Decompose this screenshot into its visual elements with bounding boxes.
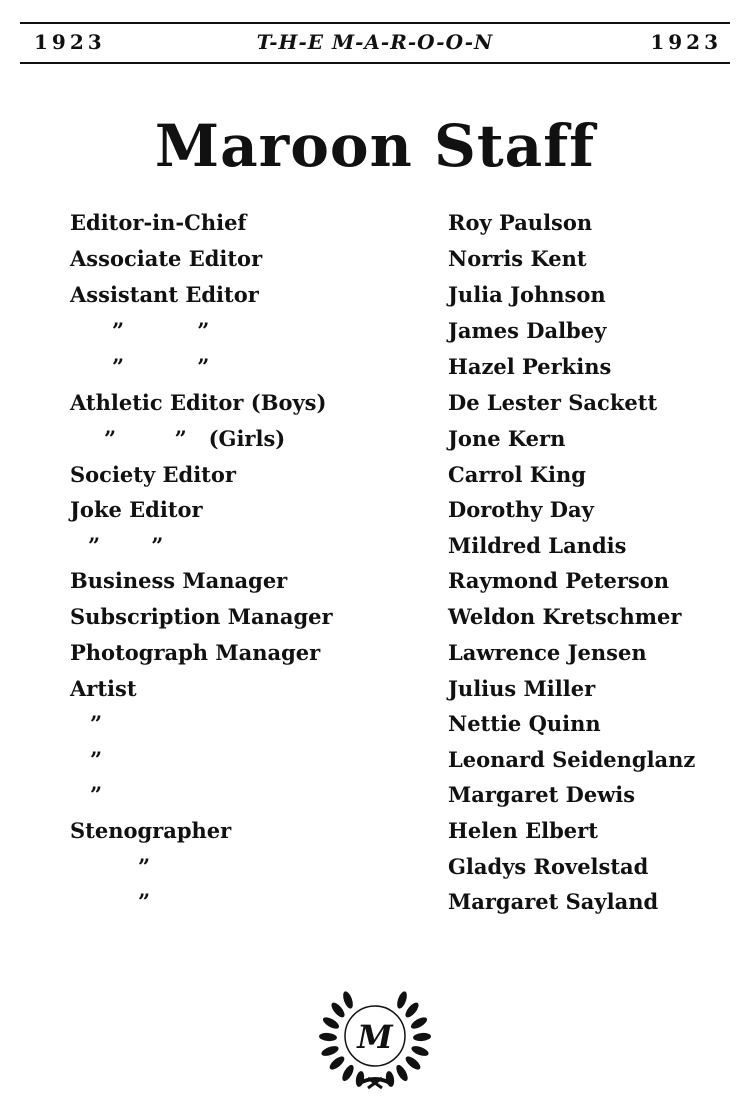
staff-name: Gladys Rovelstad: [448, 854, 649, 879]
staff-name: Nettie Quinn: [448, 711, 601, 736]
staff-row: [0, 210, 750, 244]
staff-role: Editor-in-Chief: [70, 210, 247, 235]
staff-role: ”: [138, 854, 151, 879]
staff-role: ” ”: [112, 318, 210, 343]
staff-name: Norris Kent: [448, 246, 587, 271]
staff-name: De Lester Sackett: [448, 390, 658, 415]
staff-role: Joke Editor: [70, 497, 203, 522]
staff-name: Carrol King: [448, 462, 586, 487]
staff-role: Associate Editor: [70, 246, 263, 271]
staff-row: [0, 282, 750, 316]
staff-role: ”: [138, 889, 151, 914]
staff-name: Roy Paulson: [448, 210, 593, 235]
staff-name: Weldon Kretschmer: [448, 604, 682, 629]
staff-row: [0, 318, 750, 352]
staff-role: ”: [90, 747, 103, 772]
staff-row: [0, 462, 750, 496]
staff-name: Leonard Seidenglanz: [448, 747, 696, 772]
staff-row: [0, 854, 750, 888]
running-header: [20, 22, 730, 64]
staff-row: [0, 747, 750, 781]
staff-role: Society Editor: [70, 462, 236, 487]
staff-row: [0, 818, 750, 852]
staff-row: [0, 604, 750, 638]
staff-role: ”: [90, 711, 103, 736]
staff-name: Hazel Perkins: [448, 354, 612, 379]
staff-row: [0, 640, 750, 674]
staff-role: ”: [90, 782, 103, 807]
staff-name: Mildred Landis: [448, 533, 627, 558]
staff-row: [0, 390, 750, 424]
staff-name: Julius Miller: [448, 676, 596, 701]
staff-name: Jone Kern: [448, 426, 566, 451]
staff-name: Helen Elbert: [448, 818, 598, 843]
staff-role: Athletic Editor (Boys): [70, 390, 327, 415]
staff-row: [0, 497, 750, 531]
staff-name: Dorothy Day: [448, 497, 594, 522]
staff-name: Julia Johnson: [448, 282, 606, 307]
staff-role: Stenographer: [70, 818, 232, 843]
staff-row: [0, 711, 750, 745]
header-year-right: 1923: [650, 30, 722, 54]
staff-row: [0, 246, 750, 280]
staff-role: Artist: [70, 676, 137, 701]
staff-role: Business Manager: [70, 568, 288, 593]
staff-role: ” ” (Girls): [104, 426, 286, 451]
staff-row: [0, 533, 750, 567]
page-title: Maroon Staff: [154, 112, 596, 180]
staff-row: [0, 889, 750, 923]
header-year-left: 1923: [34, 30, 106, 54]
staff-role: ” ”: [88, 533, 164, 558]
staff-row: [0, 676, 750, 710]
laurel-wreath-icon: [318, 990, 432, 1090]
staff-name: Margaret Dewis: [448, 782, 636, 807]
staff-name: James Dalbey: [448, 318, 607, 343]
staff-row: [0, 782, 750, 816]
staff-name: Lawrence Jensen: [448, 640, 647, 665]
staff-name: Margaret Sayland: [448, 889, 659, 914]
emblem-letter: M: [357, 1018, 393, 1056]
header-title: T-H-E M-A-R-O-O-N: [256, 30, 494, 54]
staff-role: ” ”: [112, 354, 210, 379]
laurel-wreath-emblem: [318, 990, 432, 1090]
staff-row: [0, 426, 750, 460]
staff-role: Photograph Manager: [70, 640, 321, 665]
staff-name: Raymond Peterson: [448, 568, 670, 593]
staff-role: Subscription Manager: [70, 604, 333, 629]
staff-row: [0, 568, 750, 602]
staff-role: Assistant Editor: [70, 282, 259, 307]
staff-row: [0, 354, 750, 388]
